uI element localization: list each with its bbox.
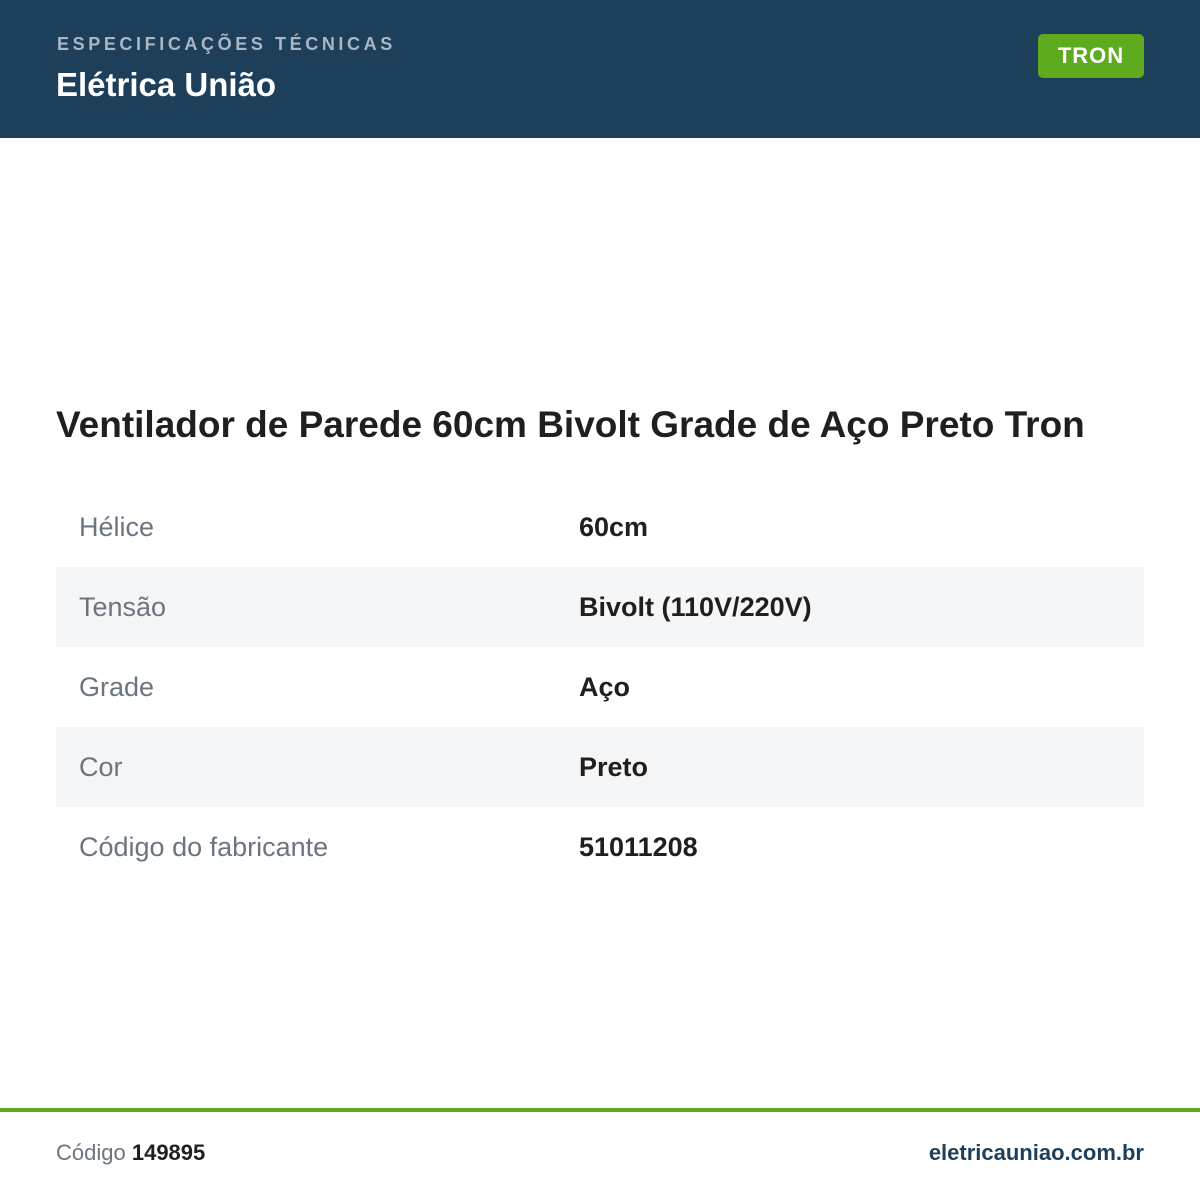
spec-label: Tensão	[79, 592, 167, 622]
spec-table	[56, 487, 1144, 887]
section-kicker: ESPECIFICAÇÕES TÉCNICAS	[57, 34, 396, 54]
spec-row-tensao	[56, 567, 1144, 647]
spec-value: 60cm	[579, 512, 649, 542]
spec-value: Bivolt (110V/220V)	[579, 592, 812, 622]
header-bar	[0, 0, 1200, 138]
product-title: Ventilador de Parede 60cm Bivolt Grade de Aço Preto Tron	[56, 404, 1085, 445]
spec-label: Cor	[79, 752, 123, 782]
spec-row-codigo-fabricante	[56, 807, 1144, 887]
site-link[interactable]: eletricauniao.com.br	[928, 1140, 1144, 1165]
spec-row-helice	[56, 487, 1144, 567]
spec-label: Hélice	[79, 512, 155, 542]
footer	[0, 1112, 1200, 1200]
store-name: Elétrica União	[56, 66, 277, 103]
product-code-label: Código	[56, 1140, 126, 1165]
spec-label: Código do fabricante	[79, 832, 329, 862]
product-code-value: 149895	[131, 1140, 206, 1165]
spec-row-cor	[56, 727, 1144, 807]
spec-row-grade	[56, 647, 1144, 727]
spec-value: 51011208	[579, 832, 698, 862]
product-code	[56, 1140, 205, 1166]
spec-label: Grade	[79, 672, 155, 702]
spec-value: Preto	[579, 752, 649, 782]
spec-value: Aço	[579, 672, 631, 702]
brand-badge: TRON	[1038, 34, 1144, 78]
